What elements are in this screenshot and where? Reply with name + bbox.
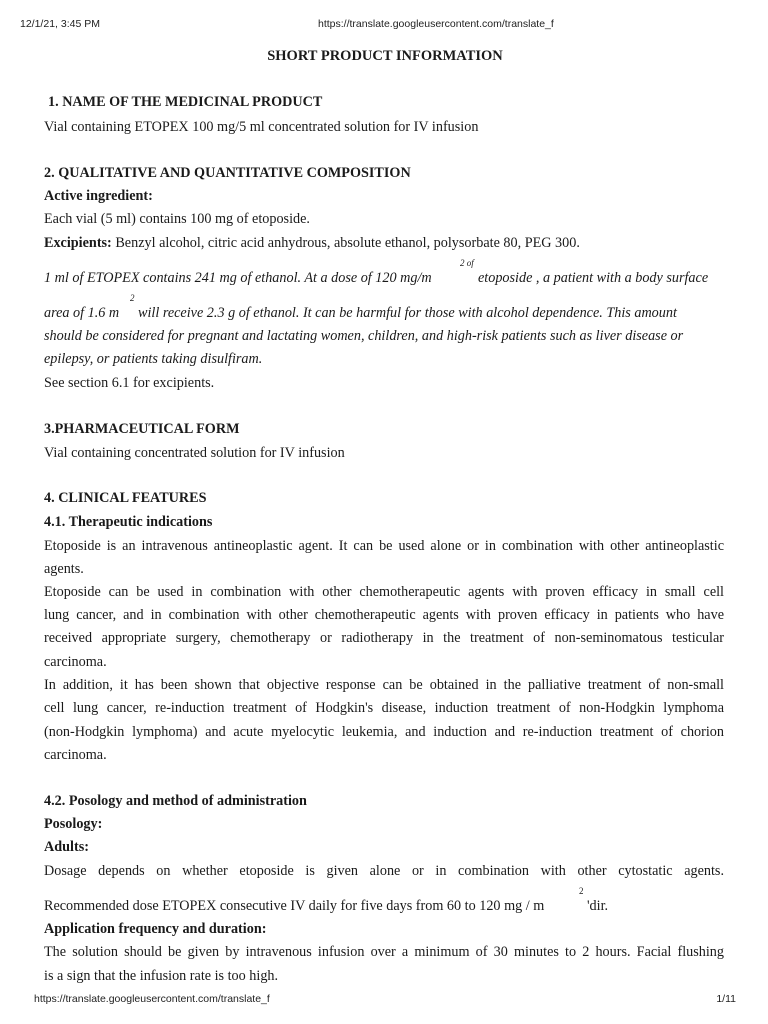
print-header-url: https://translate.googleusercontent.com/translate_f (318, 18, 554, 30)
print-footer-url: https://translate.googleusercontent.com/translate_f (34, 993, 270, 1005)
section-3-heading: 3.PHARMACEUTICAL FORM (44, 421, 240, 437)
ethanol-line-2a: area of 1.6 m (44, 305, 120, 321)
frequency-label: Application frequency and duration: (44, 921, 267, 937)
indications-p2-line-1: Etoposide can be used in combination with other chemotherapeutic agents with proven efficacy in small cell (44, 584, 724, 600)
indications-p1-line-2: agents. (44, 561, 84, 577)
ethanol-line-3: should be considered for pregnant and lactating women, children, and high-risk patients such as liver disease or (44, 328, 684, 344)
active-ingredient-label: Active ingredient: (44, 188, 153, 204)
indications-p2-line-2: lung cancer, and in combination with other chemotherapeutic agents with proven efficacy in patients who have (44, 607, 724, 623)
indications-p3-line-4: carcinoma. (44, 747, 107, 763)
subsection-4-1-heading: 4.1. Therapeutic indications (44, 514, 213, 530)
section-3-text: Vial containing concentrated solution for IV infusion (44, 445, 345, 461)
indications-p3-line-2: cell lung cancer, re-induction treatment of Hodgkin's disease, induction treatment of non-Hodgkin lymphoma (44, 700, 724, 716)
section-1-heading: 1. NAME OF THE MEDICINAL PRODUCT (48, 94, 323, 110)
document-title: SHORT PRODUCT INFORMATION (267, 48, 503, 64)
ethanol-superscript-2: 2 (130, 293, 135, 303)
indications-p3-line-3: (non-Hodgkin lymphoma) and acute myelocytic leukemia, and induction and re-induction treatment of chorion (44, 724, 724, 740)
ethanol-line-2b: will receive 2.3 g of ethanol. It can be harmful for those with alcohol dependence. This amount (138, 305, 677, 321)
ethanol-line-1b: etoposide , a patient with a body surface (478, 270, 709, 286)
excipients-text: Benzyl alcohol, citric acid anhydrous, absolute ethanol, polysorbate 80, PEG 300. (111, 235, 580, 251)
active-ingredient-text: Each vial (5 ml) contains 100 mg of etoposide. (44, 211, 310, 227)
print-footer-page-number: 1/11 (716, 993, 736, 1005)
dosage-line-1: Dosage depends on whether etoposide is given alone or in combination with other cytostatic agents. (44, 863, 724, 879)
dosage-line-2a: Recommended dose ETOPEX consecutive IV daily for five days from 60 to 120 mg / m (44, 898, 545, 914)
ethanol-line-4: epilepsy, or patients taking disulfiram. (44, 351, 263, 367)
ethanol-superscript-1: 2 of (460, 258, 474, 268)
dosage-line-2b: 'dir. (587, 898, 609, 914)
print-header-datetime: 12/1/21, 3:45 PM (20, 18, 100, 30)
indications-p2-line-4: carcinoma. (44, 654, 107, 670)
indications-p3-line-1: In addition, it has been shown that objective response can be obtained in the palliative treatment of non-small (44, 677, 724, 693)
section-4-heading: 4. CLINICAL FEATURES (44, 490, 207, 506)
see-section-text: See section 6.1 for excipients. (44, 375, 215, 391)
excipients-label: Excipients: (44, 235, 112, 251)
posology-label: Posology: (44, 816, 103, 832)
ethanol-line-1a: 1 ml of ETOPEX contains 241 mg of ethanol. At a dose of 120 mg/m (44, 270, 432, 286)
subsection-4-2-heading: 4.2. Posology and method of administration (44, 793, 307, 809)
dosage-superscript: 2 (579, 886, 584, 896)
frequency-line-2: is a sign that the infusion rate is too high. (44, 968, 279, 984)
indications-p2-line-3: received appropriate surgery, chemotherapy or radiotherapy in the treatment of non-seminomatous testicular (44, 630, 724, 646)
adults-label: Adults: (44, 839, 89, 855)
indications-p1-line-1: Etoposide is an intravenous antineoplastic agent. It can be used alone or in combination with other antineoplastic (44, 538, 724, 554)
section-1-text: Vial containing ETOPEX 100 mg/5 ml concentrated solution for IV infusion (44, 119, 479, 135)
frequency-line-1: The solution should be given by intravenous infusion over a minimum of 30 minutes to 2 hours. Facial flushing (44, 944, 724, 960)
section-2-heading: 2. QUALITATIVE AND QUANTITATIVE COMPOSITION (44, 165, 411, 181)
excipients-line (44, 235, 580, 252)
